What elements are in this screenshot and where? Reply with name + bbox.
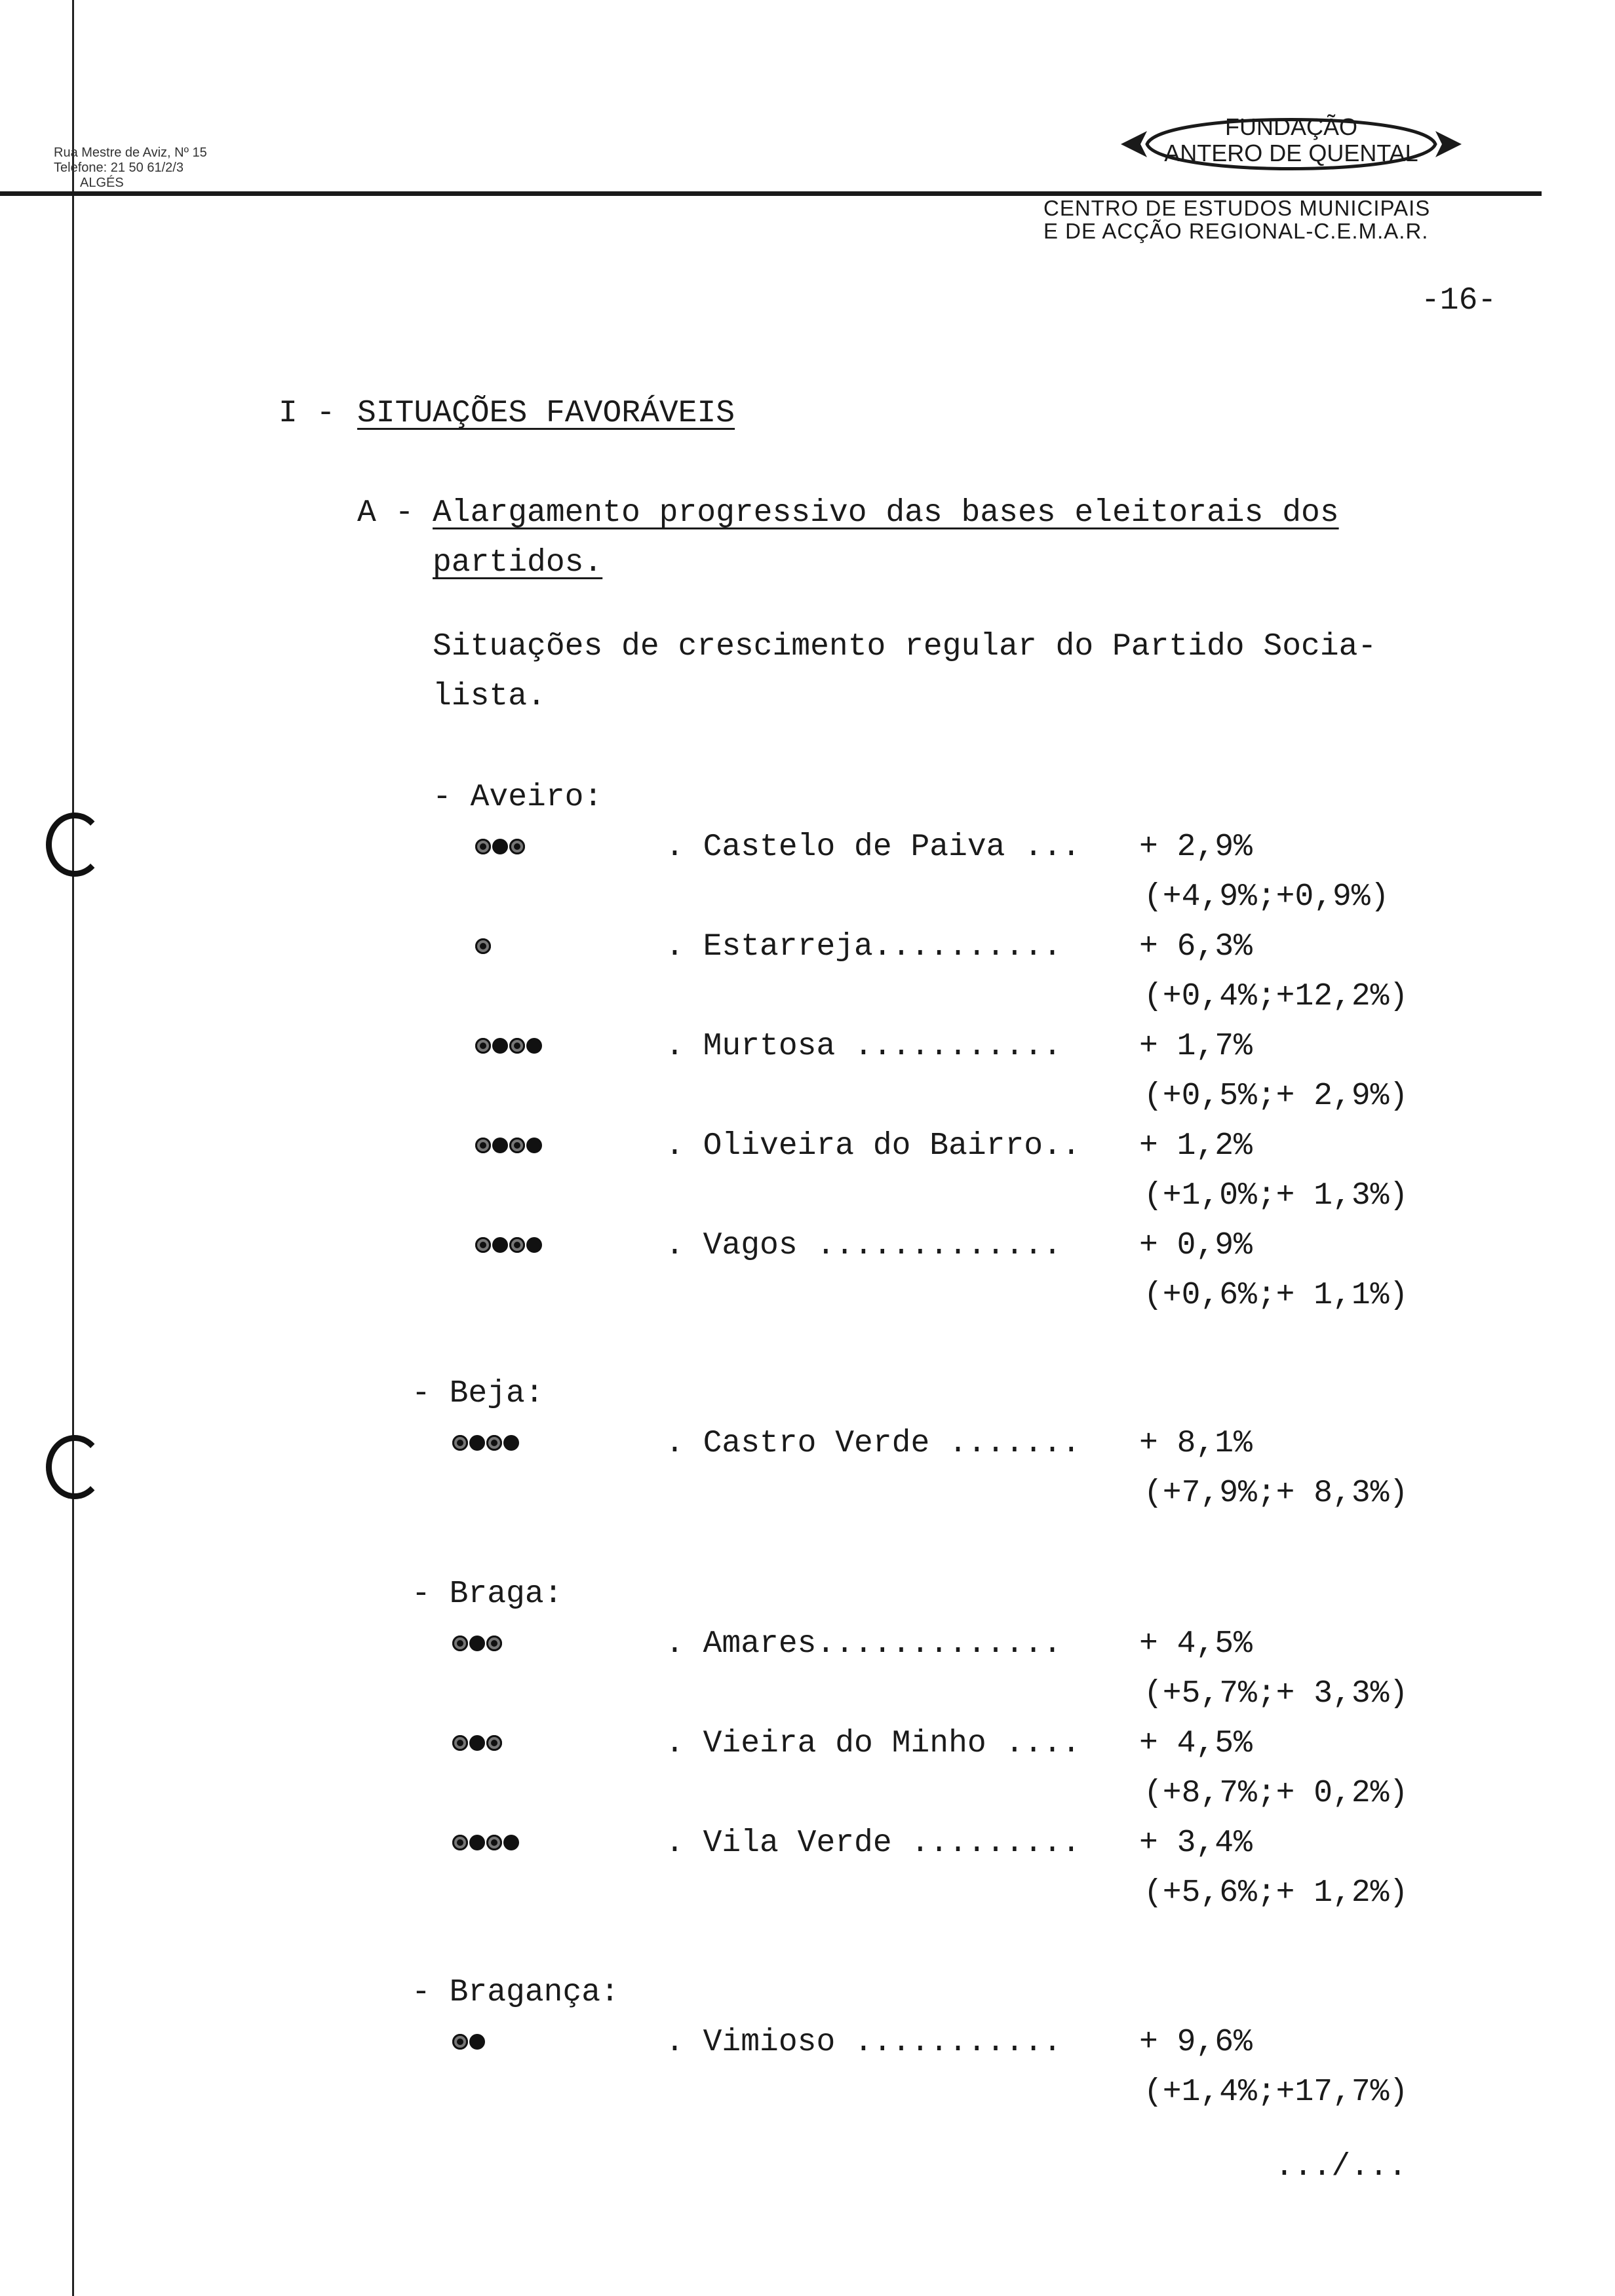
municipality-marker-icon xyxy=(475,839,525,854)
municipality-name: . Oliveira do Bairro.. xyxy=(665,1128,1081,1164)
municipality-marker-icon xyxy=(452,1835,519,1850)
municipality-name: . Murtosa ........... xyxy=(665,1029,1062,1064)
municipality-name: . Amares............. xyxy=(665,1626,1062,1662)
centro-name xyxy=(1043,197,1430,242)
municipality-name: . Castelo de Paiva ... xyxy=(665,830,1081,865)
marker-dot-icon xyxy=(503,1435,519,1451)
growth-value: + 6,3% xyxy=(1139,929,1253,965)
district-label: - Aveiro: xyxy=(433,780,603,815)
municipality-marker-icon xyxy=(452,2034,485,2050)
foundation-logo xyxy=(1108,105,1475,183)
address-line: Rua Mestre de Aviz, Nº 15 xyxy=(54,145,207,160)
marker-dot-icon xyxy=(509,1237,525,1253)
marker-dot-icon xyxy=(475,938,491,954)
marker-dot-icon xyxy=(469,1735,485,1751)
growth-value: + 2,9% xyxy=(1139,830,1253,865)
growth-range: (+4,9%;+0,9%) xyxy=(1144,879,1390,915)
growth-value: + 4,5% xyxy=(1139,1626,1253,1662)
binder-margin-line xyxy=(72,0,74,2296)
municipality-marker-icon xyxy=(475,1237,542,1253)
marker-dot-icon xyxy=(492,1237,508,1253)
page-number: -16- xyxy=(1421,283,1497,318)
marker-dot-icon xyxy=(475,839,491,854)
marker-dot-icon xyxy=(486,1735,502,1751)
letterhead-address xyxy=(54,145,207,191)
address-line: ALGÉS xyxy=(80,176,124,190)
growth-range: (+1,0%;+ 1,3%) xyxy=(1144,1178,1409,1214)
municipality-name: . Vagos ............. xyxy=(665,1228,1062,1263)
marker-dot-icon xyxy=(526,1237,542,1253)
marker-dot-icon xyxy=(452,1636,468,1651)
district-label: - Braga: xyxy=(412,1577,563,1612)
intro-line-1: Situações de crescimento regular do Partido Socia- xyxy=(433,629,1377,664)
growth-range: (+0,6%;+ 1,1%) xyxy=(1144,1278,1409,1313)
section-title: SITUAÇÕES FAVORÁVEIS xyxy=(357,396,735,431)
marker-dot-icon xyxy=(452,1835,468,1850)
growth-range: (+0,4%;+12,2%) xyxy=(1144,979,1409,1014)
municipality-marker-icon xyxy=(475,1138,542,1153)
marker-dot-icon xyxy=(475,1237,491,1253)
centro-line-2: E DE ACÇÃO REGIONAL-C.E.M.A.R. xyxy=(1043,219,1429,243)
growth-value: + 1,7% xyxy=(1139,1029,1253,1064)
subsection-letter: A - xyxy=(357,495,414,531)
marker-dot-icon xyxy=(486,1435,502,1451)
subsection-title-line-1: Alargamento progressivo das bases eleitorais dos xyxy=(433,495,1339,531)
district-label: - Beja: xyxy=(412,1376,544,1411)
section-numeral: I - xyxy=(279,396,336,431)
growth-value: + 1,2% xyxy=(1139,1128,1253,1164)
logo-line-1: FUNDAÇÃO xyxy=(1224,113,1357,140)
municipality-name: . Vimioso ........... xyxy=(665,2025,1062,2060)
marker-dot-icon xyxy=(492,1138,508,1153)
municipality-marker-icon xyxy=(452,1636,502,1651)
marker-dot-icon xyxy=(526,1038,542,1054)
marker-dot-icon xyxy=(452,1435,468,1451)
municipality-name: . Vieira do Minho .... xyxy=(665,1726,1081,1761)
growth-range: (+1,4%;+17,7%) xyxy=(1144,2075,1409,2110)
municipality-marker-icon xyxy=(452,1435,519,1451)
growth-range: (+5,7%;+ 3,3%) xyxy=(1144,1676,1409,1712)
punch-hole-bottom xyxy=(46,1435,104,1499)
marker-dot-icon xyxy=(509,839,525,854)
marker-dot-icon xyxy=(469,1835,485,1850)
marker-dot-icon xyxy=(509,1038,525,1054)
marker-dot-icon xyxy=(492,1038,508,1054)
growth-range: (+8,7%;+ 0,2%) xyxy=(1144,1776,1409,1811)
marker-dot-icon xyxy=(469,2034,485,2050)
intro-line-2: lista. xyxy=(433,679,546,714)
marker-dot-icon xyxy=(526,1138,542,1153)
growth-value: + 9,6% xyxy=(1139,2025,1253,2060)
municipality-name: . Vila Verde ......... xyxy=(665,1826,1081,1861)
marker-dot-icon xyxy=(452,1735,468,1751)
marker-dot-icon xyxy=(486,1636,502,1651)
growth-range: (+7,9%;+ 8,3%) xyxy=(1144,1476,1409,1511)
marker-dot-icon xyxy=(509,1138,525,1153)
marker-dot-icon xyxy=(475,1038,491,1054)
growth-value: + 4,5% xyxy=(1139,1726,1253,1761)
growth-range: (+5,6%;+ 1,2%) xyxy=(1144,1875,1409,1911)
marker-dot-icon xyxy=(486,1835,502,1850)
marker-dot-icon xyxy=(503,1835,519,1850)
marker-dot-icon xyxy=(452,2034,468,2050)
centro-line-1: CENTRO DE ESTUDOS MUNICIPAIS xyxy=(1043,196,1431,220)
municipality-name: . Estarreja.......... xyxy=(665,929,1062,965)
subsection-title-line-2: partidos. xyxy=(433,545,603,581)
municipality-marker-icon xyxy=(475,938,491,954)
letterhead-rule xyxy=(0,191,1542,196)
district-label: - Bragança: xyxy=(412,1975,619,2010)
punch-hole-top xyxy=(46,813,104,877)
municipality-marker-icon xyxy=(452,1735,502,1751)
municipality-name: . Castro Verde ....... xyxy=(665,1426,1081,1461)
continuation-mark: .../... xyxy=(1275,2149,1407,2185)
marker-dot-icon xyxy=(475,1138,491,1153)
marker-dot-icon xyxy=(469,1636,485,1651)
growth-range: (+0,5%;+ 2,9%) xyxy=(1144,1079,1409,1114)
logo-line-2: ANTERO DE QUENTAL xyxy=(1164,140,1418,166)
address-line: Telefone: 21 50 61/2/3 xyxy=(54,161,184,175)
growth-value: + 3,4% xyxy=(1139,1826,1253,1861)
municipality-marker-icon xyxy=(475,1038,542,1054)
growth-value: + 0,9% xyxy=(1139,1228,1253,1263)
growth-value: + 8,1% xyxy=(1139,1426,1253,1461)
marker-dot-icon xyxy=(492,839,508,854)
marker-dot-icon xyxy=(469,1435,485,1451)
